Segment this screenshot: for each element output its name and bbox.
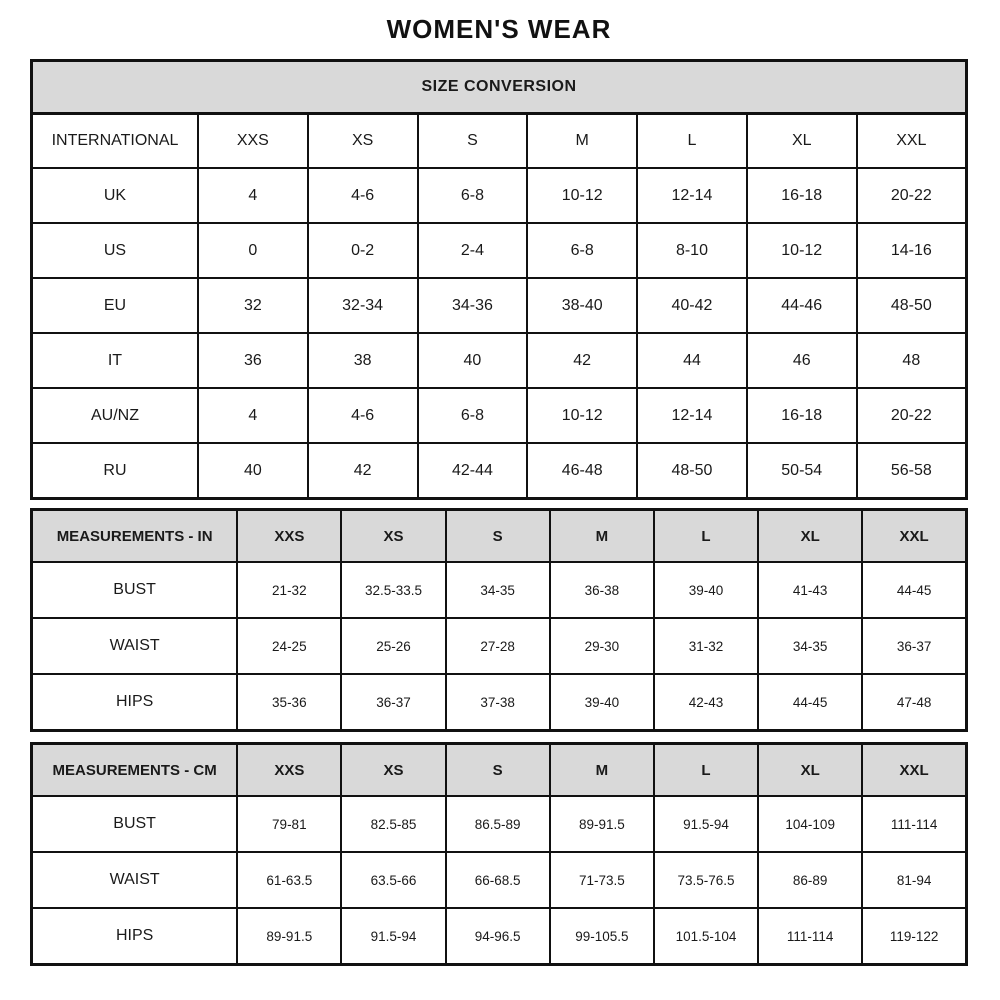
- table-row: [32, 443, 967, 499]
- page-title: WOMEN'S WEAR: [386, 14, 612, 44]
- table-cell: 61-63.5: [237, 852, 341, 908]
- size-conversion-table: [30, 59, 968, 500]
- row-label: EU: [32, 278, 198, 333]
- column-header-cell: S: [446, 510, 550, 563]
- table-row: [32, 562, 967, 618]
- table-cell: 46: [747, 333, 857, 388]
- table-cell: 16-18: [747, 388, 857, 443]
- measurements-in-header-row: [32, 510, 967, 563]
- table-cell: 32: [198, 278, 308, 333]
- table-cell: 40-42: [637, 278, 747, 333]
- table-cell: 14-16: [857, 223, 967, 278]
- size-conversion-header: SIZE CONVERSION: [32, 61, 967, 114]
- table-row: [32, 674, 967, 731]
- column-header-cell: XL: [758, 510, 862, 563]
- table-cell: 12-14: [637, 388, 747, 443]
- column-header-cell: XL: [747, 114, 857, 169]
- table-cell: 71-73.5: [550, 852, 654, 908]
- column-header-cell: XXL: [857, 114, 967, 169]
- row-label: IT: [32, 333, 198, 388]
- column-header-row: [32, 114, 967, 169]
- table-cell: 48: [857, 333, 967, 388]
- table-cell: 66-68.5: [446, 852, 550, 908]
- measurements-cm-header: MEASUREMENTS - CM: [32, 744, 238, 797]
- table-cell: 39-40: [654, 562, 758, 618]
- table-row: [32, 223, 967, 278]
- table-cell: 21-32: [237, 562, 341, 618]
- column-header-cell: XXS: [198, 114, 308, 169]
- table-cell: 89-91.5: [237, 908, 341, 965]
- column-header-cell: M: [550, 510, 654, 563]
- table-row: [32, 618, 967, 674]
- table-cell: 89-91.5: [550, 796, 654, 852]
- row-label: BUST: [32, 562, 238, 618]
- table-cell: 34-35: [446, 562, 550, 618]
- table-cell: 4: [198, 168, 308, 223]
- column-header-cell: XL: [758, 744, 862, 797]
- table-cell: 56-58: [857, 443, 967, 499]
- table-cell: 36-37: [341, 674, 445, 731]
- table-cell: 47-48: [862, 674, 966, 731]
- table-cell: 38: [308, 333, 418, 388]
- column-header-cell: M: [550, 744, 654, 797]
- table-cell: 36-37: [862, 618, 966, 674]
- table-cell: 37-38: [446, 674, 550, 731]
- table-cell: 99-105.5: [550, 908, 654, 965]
- table-cell: 40: [198, 443, 308, 499]
- table-cell: 10-12: [527, 168, 637, 223]
- table-cell: 111-114: [758, 908, 862, 965]
- row-label: WAIST: [32, 852, 238, 908]
- row-label: HIPS: [32, 908, 238, 965]
- table-cell: 91.5-94: [341, 908, 445, 965]
- column-header-cell: INTERNATIONAL: [32, 114, 198, 169]
- table-cell: 4-6: [308, 388, 418, 443]
- column-header-cell: XXL: [862, 510, 966, 563]
- table-cell: 6-8: [418, 388, 528, 443]
- table-cell: 16-18: [747, 168, 857, 223]
- column-header-cell: S: [446, 744, 550, 797]
- table-cell: 42: [527, 333, 637, 388]
- column-header-cell: XXL: [862, 744, 966, 797]
- table-cell: 79-81: [237, 796, 341, 852]
- table-cell: 20-22: [857, 388, 967, 443]
- table-cell: 81-94: [862, 852, 966, 908]
- table-cell: 6-8: [527, 223, 637, 278]
- table-cell: 44-46: [747, 278, 857, 333]
- table-cell: 111-114: [862, 796, 966, 852]
- row-label: US: [32, 223, 198, 278]
- column-header-cell: XXS: [237, 744, 341, 797]
- table-cell: 27-28: [446, 618, 550, 674]
- table-row: [32, 278, 967, 333]
- table-cell: 119-122: [862, 908, 966, 965]
- table-cell: 0: [198, 223, 308, 278]
- column-header-cell: L: [654, 744, 758, 797]
- row-label: BUST: [32, 796, 238, 852]
- table-cell: 44-45: [758, 674, 862, 731]
- measurements-in-table: [30, 508, 968, 732]
- table-cell: 2-4: [418, 223, 528, 278]
- table-cell: 25-26: [341, 618, 445, 674]
- table-cell: 101.5-104: [654, 908, 758, 965]
- table-cell: 12-14: [637, 168, 747, 223]
- table-cell: 39-40: [550, 674, 654, 731]
- table-cell: 36: [198, 333, 308, 388]
- table-cell: 86-89: [758, 852, 862, 908]
- table-cell: 24-25: [237, 618, 341, 674]
- column-header-cell: XXS: [237, 510, 341, 563]
- table-cell: 44-45: [862, 562, 966, 618]
- table-cell: 31-32: [654, 618, 758, 674]
- table-cell: 42-44: [418, 443, 528, 499]
- column-header-cell: S: [418, 114, 528, 169]
- table-cell: 4: [198, 388, 308, 443]
- row-label: RU: [32, 443, 198, 499]
- table-cell: 42-43: [654, 674, 758, 731]
- column-header-cell: L: [637, 114, 747, 169]
- table-cell: 36-38: [550, 562, 654, 618]
- measurements-in-header: MEASUREMENTS - IN: [32, 510, 238, 563]
- row-label: WAIST: [32, 618, 238, 674]
- table-cell: 20-22: [857, 168, 967, 223]
- table-cell: 48-50: [637, 443, 747, 499]
- table-cell: 63.5-66: [341, 852, 445, 908]
- table-cell: 73.5-76.5: [654, 852, 758, 908]
- table-cell: 91.5-94: [654, 796, 758, 852]
- table-cell: 32.5-33.5: [341, 562, 445, 618]
- column-header-cell: XS: [341, 510, 445, 563]
- table-cell: 104-109: [758, 796, 862, 852]
- table-row: [32, 333, 967, 388]
- column-header-cell: L: [654, 510, 758, 563]
- table-cell: 41-43: [758, 562, 862, 618]
- table-cell: 40: [418, 333, 528, 388]
- table-cell: 0-2: [308, 223, 418, 278]
- row-label: UK: [32, 168, 198, 223]
- measurements-cm-header-row: [32, 744, 967, 797]
- table-row: [32, 388, 967, 443]
- table-cell: 38-40: [527, 278, 637, 333]
- table-cell: 82.5-85: [341, 796, 445, 852]
- table-cell: 44: [637, 333, 747, 388]
- table-cell: 29-30: [550, 618, 654, 674]
- table-cell: 32-34: [308, 278, 418, 333]
- table-cell: 48-50: [857, 278, 967, 333]
- table-cell: 42: [308, 443, 418, 499]
- table-cell: 34-35: [758, 618, 862, 674]
- table-header-row: [32, 61, 967, 114]
- table-cell: 6-8: [418, 168, 528, 223]
- table-row: [32, 796, 967, 852]
- table-cell: 4-6: [308, 168, 418, 223]
- table-cell: 8-10: [637, 223, 747, 278]
- table-cell: 50-54: [747, 443, 857, 499]
- row-label: HIPS: [32, 674, 238, 731]
- column-header-cell: M: [527, 114, 637, 169]
- table-row: [32, 852, 967, 908]
- table-cell: 10-12: [747, 223, 857, 278]
- table-row: [32, 908, 967, 965]
- table-cell: 35-36: [237, 674, 341, 731]
- table-cell: 94-96.5: [446, 908, 550, 965]
- table-cell: 46-48: [527, 443, 637, 499]
- table-row: [32, 168, 967, 223]
- table-cell: 86.5-89: [446, 796, 550, 852]
- measurements-cm-table: [30, 742, 968, 966]
- column-header-cell: XS: [308, 114, 418, 169]
- table-cell: 10-12: [527, 388, 637, 443]
- column-header-cell: XS: [341, 744, 445, 797]
- table-cell: 34-36: [418, 278, 528, 333]
- row-label: AU/NZ: [32, 388, 198, 443]
